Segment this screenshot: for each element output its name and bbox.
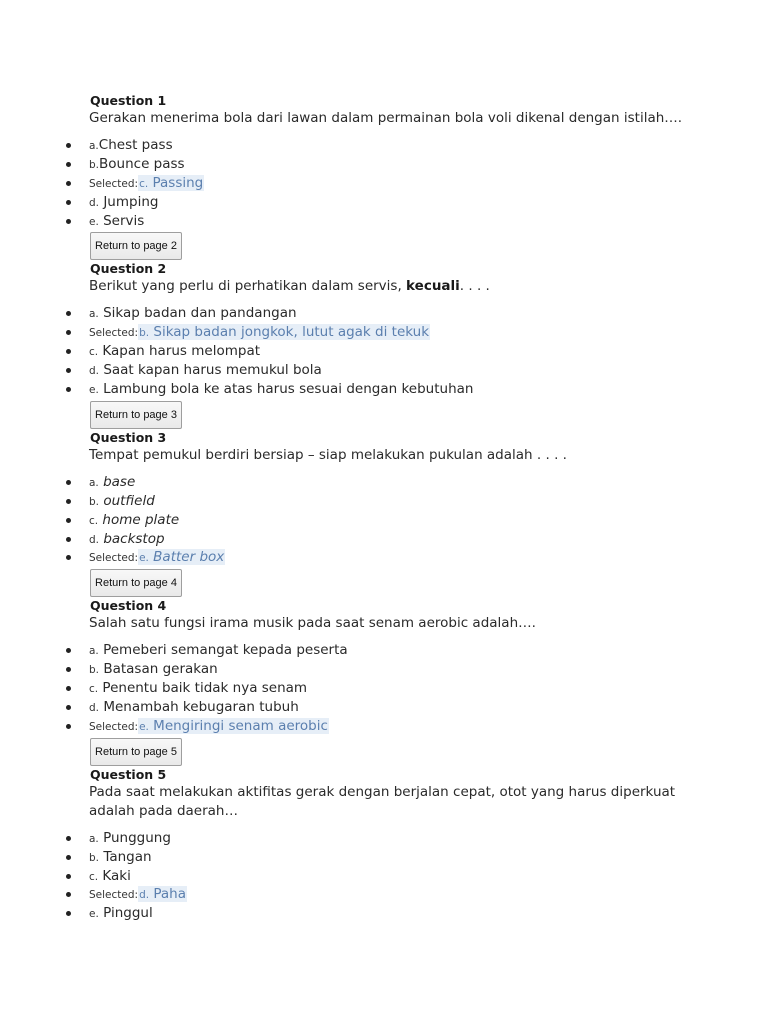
option-text: Batter box [153, 549, 225, 566]
bullet-icon [66, 874, 71, 879]
answer-options [0, 136, 768, 230]
bullet-icon [66, 330, 71, 335]
option-text: Paha [153, 886, 187, 903]
quiz-results [0, 92, 768, 923]
answer-option [0, 193, 768, 212]
answer-options [0, 829, 768, 923]
option-text: Sikap badan dan pandangan [103, 305, 297, 322]
option-letter: e. [89, 908, 99, 921]
option-letter: c. [89, 683, 99, 696]
bullet-icon [66, 480, 71, 485]
answer-option [0, 829, 768, 848]
option-letter: c. [139, 177, 149, 190]
question-3 [0, 429, 768, 597]
option-text: Pemeberi semangat kepada peserta [103, 642, 348, 659]
option-letter: d. [139, 889, 150, 902]
question-text: Salah satu fungsi irama musik pada saat senam aerobic adalah…. [89, 615, 536, 632]
answer-option [0, 492, 768, 511]
question-text [89, 277, 689, 296]
option-text: Batasan gerakan [103, 661, 218, 678]
option-text: Penentu baik tidak nya senam [102, 680, 308, 697]
answer-option [0, 679, 768, 698]
option-letter: e. [139, 552, 149, 565]
question-text-emphasis: kecuali [406, 278, 460, 295]
option-letter: b. [89, 851, 100, 864]
bullet-icon [66, 200, 71, 205]
answer-option [0, 904, 768, 923]
bullet-icon [66, 537, 71, 542]
answer-options [0, 473, 768, 567]
question-2 [0, 260, 768, 428]
option-letter: d. [89, 365, 100, 378]
answer-option [0, 641, 768, 660]
bullet-icon [66, 162, 71, 167]
option-text: Punggung [103, 829, 171, 846]
bullet-icon [66, 836, 71, 841]
option-letter: d. [89, 702, 100, 715]
question-4 [0, 597, 768, 765]
selected-answer-highlight [138, 324, 430, 340]
answer-option-selected [0, 717, 768, 736]
question-title: Question 4 [90, 598, 167, 614]
option-text: backstop [103, 530, 165, 547]
selected-label: Selected: [89, 177, 139, 190]
bullet-icon [66, 667, 71, 672]
question-5 [0, 766, 768, 923]
option-text: Passing [152, 174, 204, 191]
answer-option [0, 361, 768, 380]
option-letter: a. [89, 140, 99, 152]
option-text: Servis [103, 212, 145, 229]
bullet-icon [66, 648, 71, 653]
selected-label: Selected: [89, 889, 139, 902]
option-text: outfield [103, 492, 155, 509]
option-letter: e. [89, 384, 99, 397]
bullet-icon [66, 555, 71, 560]
option-text: Mengiringi senam aerobic [153, 717, 328, 734]
selected-answer-highlight [138, 175, 204, 191]
bullet-icon [66, 368, 71, 373]
bullet-icon [66, 143, 71, 148]
bullet-icon [66, 855, 71, 860]
option-text: Chest pass [98, 137, 173, 153]
option-letter: c. [89, 514, 99, 527]
bullet-icon [66, 911, 71, 916]
bullet-icon [66, 686, 71, 691]
answer-option [0, 212, 768, 231]
option-letter: b. [89, 495, 100, 508]
option-letter: c. [89, 870, 99, 883]
answer-option [0, 511, 768, 530]
option-text: Pinggul [103, 905, 153, 922]
answer-option [0, 530, 768, 549]
question-text-part: Berikut yang perlu di perhatikan dalam servis, [89, 278, 407, 295]
bullet-icon [66, 349, 71, 354]
answer-option [0, 304, 768, 323]
answer-option [0, 698, 768, 717]
bullet-icon [66, 387, 71, 392]
answer-option [0, 155, 768, 174]
option-letter: b. [139, 327, 150, 340]
option-letter: b. [89, 664, 100, 677]
option-letter: b. [89, 158, 100, 171]
return-to-page-button[interactable]: Return to page 3 [90, 401, 182, 429]
option-text: base [103, 473, 136, 490]
question-text: Gerakan menerima bola dari lawan dalam permainan bola voli dikenal dengan istilah…. [89, 110, 683, 126]
answer-option [0, 136, 768, 155]
answer-option-selected [0, 174, 768, 193]
question-title: Question 2 [90, 261, 167, 277]
option-letter: e. [139, 720, 149, 733]
option-letter: d. [89, 533, 100, 546]
option-text: Jumping [103, 193, 159, 210]
option-letter: a. [89, 832, 99, 845]
answer-option-selected [0, 885, 768, 904]
bullet-icon [66, 219, 71, 224]
answer-option [0, 848, 768, 867]
option-letter: a. [89, 476, 99, 489]
question-title: Question 1 [90, 93, 167, 108]
bullet-icon [66, 311, 71, 316]
question-1 [0, 92, 768, 260]
bullet-icon [66, 518, 71, 523]
answer-option [0, 342, 768, 361]
question-title: Question 5 [90, 766, 167, 782]
selected-answer-highlight [138, 886, 187, 902]
bullet-icon [66, 499, 71, 504]
bullet-icon [66, 181, 71, 186]
option-letter: e. [89, 215, 99, 228]
option-letter: a. [89, 645, 99, 658]
answer-option [0, 660, 768, 679]
answer-option-selected [0, 323, 768, 342]
selected-label: Selected: [89, 552, 139, 565]
option-text: Tangan [103, 848, 152, 865]
selected-answer-highlight [138, 549, 225, 565]
return-to-page-button[interactable]: Return to page 5 [90, 738, 182, 766]
bullet-icon [66, 724, 71, 729]
answer-option [0, 380, 768, 399]
bullet-icon [66, 892, 71, 897]
return-to-page-button[interactable]: Return to page 2 [90, 232, 182, 260]
selected-answer-highlight [138, 718, 329, 734]
option-text: Lambung bola ke atas harus sesuai dengan kebutuhan [103, 381, 474, 398]
answer-option-selected [0, 548, 768, 567]
answer-option [0, 867, 768, 886]
answer-option [0, 473, 768, 492]
option-text: Kaki [102, 867, 131, 884]
answer-options [0, 641, 768, 735]
option-text: Sikap badan jongkok, lutut agak di tekuk [153, 324, 430, 341]
selected-label: Selected: [89, 327, 139, 340]
option-text: Menambah kebugaran tubuh [103, 699, 299, 716]
option-text: home plate [102, 511, 180, 528]
question-text: Pada saat melakukan aktifitas gerak dengan berjalan cepat, otot yang harus diperkuat adalah pada daerah… [89, 783, 676, 819]
bullet-icon [66, 705, 71, 710]
option-text: Bounce pass [99, 155, 185, 172]
option-letter: d. [89, 196, 100, 209]
option-letter: a. [89, 308, 99, 321]
option-letter: c. [89, 346, 99, 359]
option-text: Saat kapan harus memukul bola [103, 362, 322, 379]
return-to-page-button[interactable]: Return to page 4 [90, 569, 182, 597]
question-text-part: . . . . [459, 278, 490, 295]
question-title: Question 3 [90, 429, 167, 445]
answer-options [0, 304, 768, 398]
question-text: Tempat pemukul berdiri bersiap – siap melakukan pukulan adalah . . . . [89, 446, 567, 463]
selected-label: Selected: [89, 720, 139, 733]
option-text: Kapan harus melompat [102, 343, 261, 360]
